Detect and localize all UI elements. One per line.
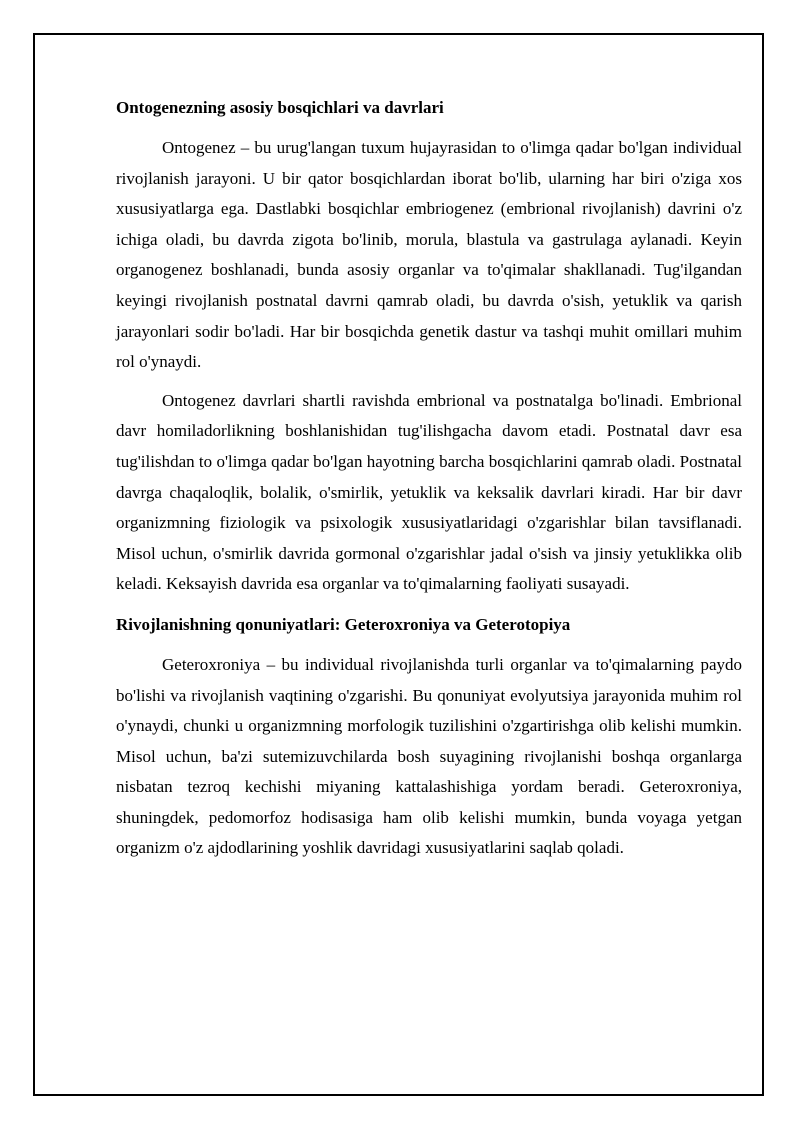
paragraph-ontogenesis-definition: Ontogenez – bu urug'langan tuxum hujayrasidan to o'limga qadar bo'lgan individual rivojlanish jarayoni. U bir qator bosqichlardan iborat bo'lib, ularning har biri o'ziga xos xususiyatlarga ega. Dastlabki bosqichlar embriogenez (embrional rivojlanish) davrini o'z ichiga oladi, bu davrda zigota bo'linib, morula, blastula va gastrulaga aylanadi. Keyin organogenez boshlanadi, bunda asosiy organlar va to'qimalar shakllanadi. Tug'ilgandan keyingi rivojlanish postnatal davrni qamrab oladi, bu davrda o'sish, yetuklik va qarish jarayonlari sodir bo'ladi. Har bir bosqichda genetik dastur va tashqi muhit omillari muhim rol o'ynaydi. bbox=[116, 138, 742, 372]
section-heading-ontogenesis: Ontogenezning asosiy bosqichlari va davrlari bbox=[116, 98, 444, 117]
document-body bbox=[116, 97, 742, 872]
paragraph-ontogenesis-periods: Ontogenez davrlari shartli ravishda embrional va postnatalga bo'linadi. Embrional davr homiladorlikning boshlanishidan tug'ilishgacha davom etadi. Postnatal davr esa tug'ilishdan to o'limga qadar bo'lgan hayotning barcha bosqichlarini qamrab oladi. Postnatal davrga chaqaloqlik, bolalik, o'smirlik, yetuklik va keksalik davrlari kiradi. Har bir davr organizmning fiziologik va psixologik xususiyatlaridagi o'zgarishlar bilan tavsiflanadi. Misol uchun, o'smirlik davrida gormonal o'zgarishlar jadal o'sish va jinsiy yetuklikka olib keladi. Keksayish davrida esa organlar va to'qimalarning faoliyati susayadi. bbox=[116, 390, 742, 594]
section-heading-regularities: Rivojlanishning qonuniyatlari: Geteroxroniya va Geterotopiya bbox=[116, 614, 571, 634]
paragraph-heterochrony: Geteroxroniya – bu individual rivojlanishda turli organlar va to'qimalarning paydo bo'lishi va rivojlanish vaqtining o'zgarishi. Bu qonuniyat evolyutsiya jarayonida muhim rol o'ynaydi, chunki u organizmning morfologik tuzilishini o'zgartirishga olib kelishi mumkin. Misol uchun, ba'zi sutemizuvchilarda bosh suyagining rivojlanishi boshqa organlarga nisbatan tezroq kechishi miyaning kattalashishiga yordam beradi. Geteroxroniya, shuningdek, pedomorfoz hodisasiga ham olib kelishi mumkin, bunda voyaga yetgan organizm o'z ajdodlarining yoshlik davridagi xususiyatlarini saqlab qoladi. bbox=[116, 654, 742, 858]
